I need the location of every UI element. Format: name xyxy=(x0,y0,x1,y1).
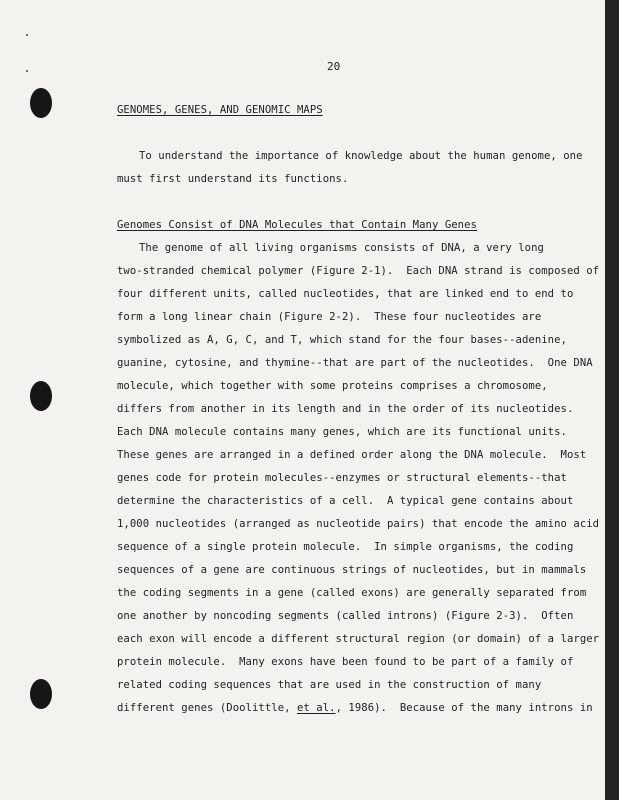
body-line: differs from another in its length and in the order of its nucleotides. xyxy=(117,403,574,415)
body-line: determine the characteristics of a cell. A typical gene contains about xyxy=(117,495,574,507)
intro-line: To understand the importance of knowledge about the human genome, one xyxy=(139,150,583,162)
body-line: Each DNA molecule contains many genes, which are its functional units. xyxy=(117,426,567,438)
citation-prefix: different genes (Doolittle, xyxy=(117,702,297,714)
punch-hole xyxy=(30,381,52,411)
body-line: The genome of all living organisms consists of DNA, a very long xyxy=(139,242,544,254)
punch-hole xyxy=(30,679,52,709)
body-line: related coding sequences that are used in the construction of many xyxy=(117,679,542,691)
section-heading: GENOMES, GENES, AND GENOMIC MAPS xyxy=(117,104,323,116)
body-line: two-stranded chemical polymer (Figure 2-1). Each DNA strand is composed of xyxy=(117,265,600,277)
subheading: Genomes Consist of DNA Molecules that Contain Many Genes xyxy=(117,219,477,231)
body-line: sequence of a single protein molecule. In simple organisms, the coding xyxy=(117,541,574,553)
body-line: 1,000 nucleotides (arranged as nucleotide pairs) that encode the amino acid xyxy=(117,518,600,530)
body-line: genes code for protein molecules--enzymes or structural elements--that xyxy=(117,472,567,484)
paper-speck xyxy=(26,34,28,36)
page-number: 20 xyxy=(327,60,341,73)
body-line: guanine, cytosine, and thymine--that are part of the nucleotides. One DNA xyxy=(117,357,593,369)
body-line: molecule, which together with some proteins comprises a chromosome, xyxy=(117,380,548,392)
body-line: symbolized as A, G, C, and T, which stand for the four bases--adenine, xyxy=(117,334,567,346)
et-al-citation: et al. xyxy=(296,702,336,714)
body-line: each exon will encode a different structural region (or domain) of a larger xyxy=(117,633,600,645)
citation-suffix: , 1986). Because of the many introns in xyxy=(335,702,593,714)
punch-hole xyxy=(30,88,52,118)
paper-speck xyxy=(26,70,28,72)
body-line: sequences of a gene are continuous strings of nucleotides, but in mammals xyxy=(117,564,587,576)
body-line: four different units, called nucleotides, that are linked end to end to xyxy=(117,288,574,300)
body-line-last xyxy=(117,702,593,714)
body-line: protein molecule. Many exons have been found to be part of a family of xyxy=(117,656,574,668)
intro-line: must first understand its functions. xyxy=(117,173,349,185)
body-line: one another by noncoding segments (called introns) (Figure 2-3). Often xyxy=(117,610,574,622)
body-line: the coding segments in a gene (called exons) are generally separated from xyxy=(117,587,587,599)
body-line: These genes are arranged in a defined order along the DNA molecule. Most xyxy=(117,449,587,461)
scan-border xyxy=(605,0,619,800)
body-line: form a long linear chain (Figure 2-2). These four nucleotides are xyxy=(117,311,542,323)
